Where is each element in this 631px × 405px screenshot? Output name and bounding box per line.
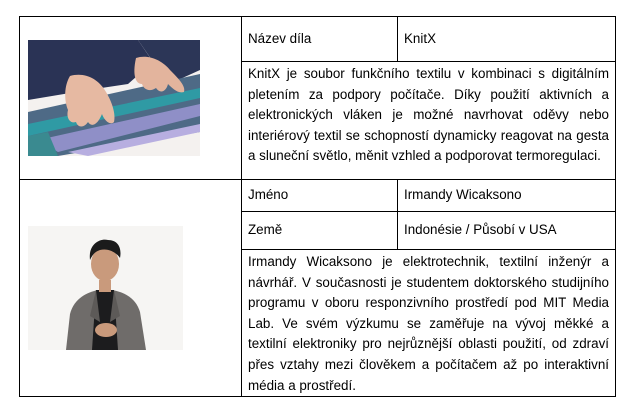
artist-bio: Irmandy Wicaksono je elektrotechnik, textilní inženýr a návrhář. V současnosti je studentem doktorského studijního programu v oboru responzivního prostředí pod MIT Media Lab. Ve svém výzkumu se zaměřuje na vývoj měkké a textilní elektroniky pro nejrůznější oblasti použití, od zdraví přes vztahy mezi člověkem a počítačem až po interaktivní média a prostředí.	[242, 250, 616, 397]
country-value: Indonésie / Působí v USA	[398, 212, 616, 250]
country-label: Země	[242, 212, 398, 250]
artist-photo-cell	[20, 180, 242, 397]
name-value: Irmandy Wicaksono	[398, 180, 616, 212]
title-label: Název díla	[242, 17, 398, 62]
work-description: KnitX je soubor funkčního textilu v kombinaci s digitálním pletením za podpory počítače. Díky použití aktivních a elektronických vláken je možné navrhovat oděvy nebo interiérový textil se schopností dynamicky reagovat na gesta a sluneční světlo, měnit vzhled a podporovat termoregulaci.	[242, 62, 616, 180]
info-table	[19, 16, 616, 397]
knitx-knitting-photo	[28, 40, 200, 156]
title-value: KnitX	[398, 17, 616, 62]
knitx-photo-cell	[20, 17, 242, 180]
name-label: Jméno	[242, 180, 398, 212]
artist-portrait-photo	[28, 226, 183, 350]
